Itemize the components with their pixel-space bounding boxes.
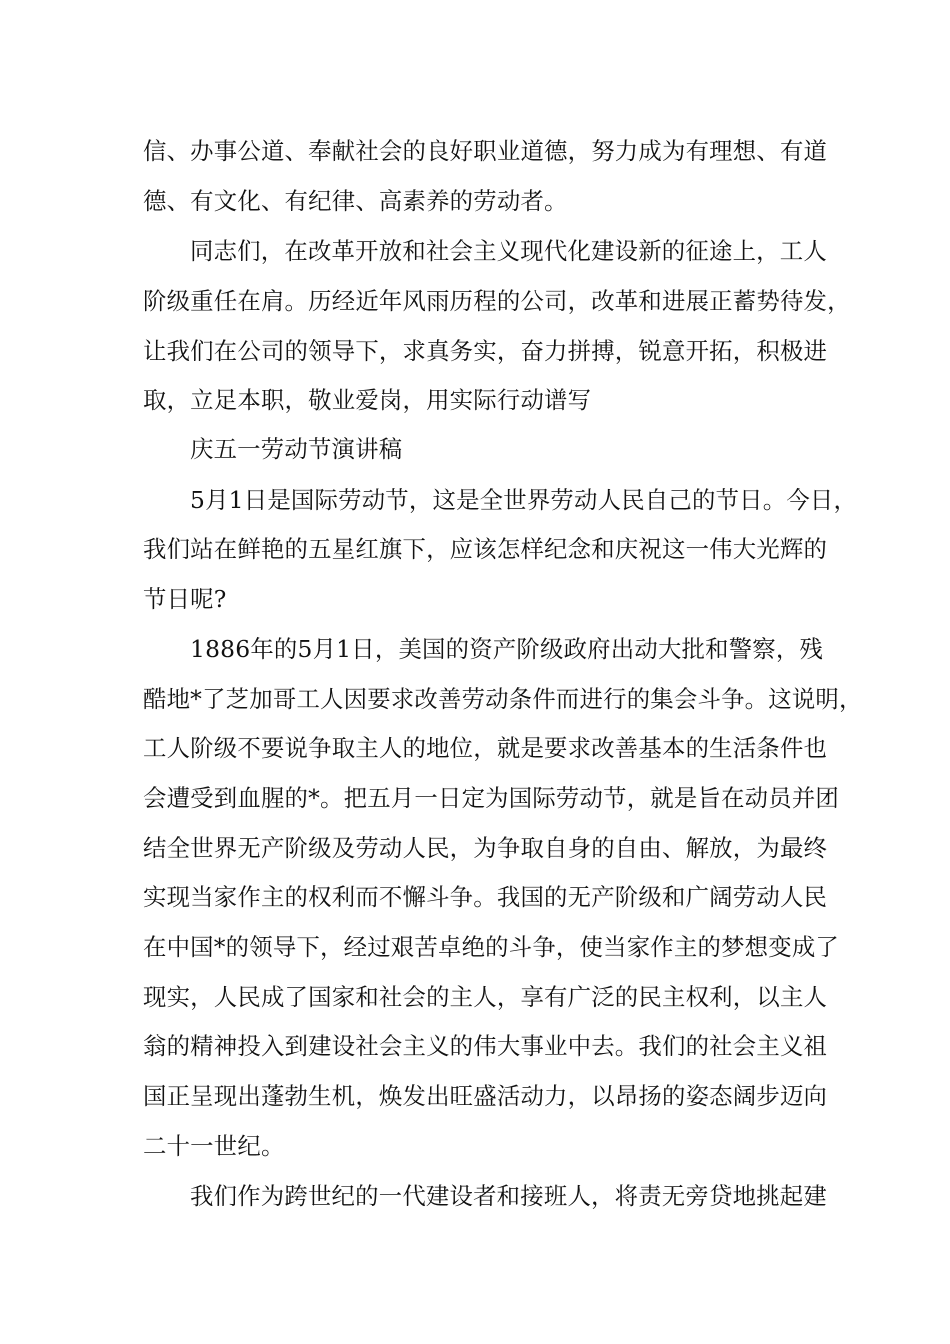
text-line: 结全世界无产阶级及劳动人民，为争取自身的自由、解放，为最终 — [143, 834, 828, 862]
text-line: 翁的精神投入到建设社会主义的伟大事业中去。我们的社会主义祖 — [143, 1032, 828, 1060]
text-line: 我们站在鲜艳的五星红旗下，应该怎样纪念和庆祝这一伟大光辉的 — [143, 535, 828, 563]
text-line: 酷地*了芝加哥工人因要求改善劳动条件而进行的集会斗争。这说明， — [143, 685, 863, 713]
paragraph-start-line: 同志们，在改革开放和社会主义现代化建设新的征途上，工人 — [190, 237, 827, 265]
text-line: 工人阶级不要说争取主人的地位，就是要求改善基本的生活条件也 — [143, 734, 828, 762]
text-line: 德、有文化、有纪律、高素养的劳动者。 — [143, 187, 568, 215]
text-line: 会遭受到血腥的*。把五月一日定为国际劳动节，就是旨在动员并团 — [143, 784, 840, 812]
text-line: 国正呈现出蓬勃生机，焕发出旺盛活动力，以昂扬的姿态阔步迈向 — [143, 1082, 828, 1110]
text-line: 现实，人民成了国家和社会的主人，享有广泛的民主权利，以主人 — [143, 983, 828, 1011]
text-line: 阶级重任在肩。历经近年风雨历程的公司，改革和进展正蓄势待发， — [143, 287, 851, 315]
text-line: 信、办事公道、奉献社会的良好职业道德，努力成为有理想、有道 — [143, 137, 828, 165]
text-line: 实现当家作主的权利而不懈斗争。我国的无产阶级和广阔劳动人民 — [143, 883, 828, 911]
section-heading: 庆五一劳动节演讲稿 — [190, 435, 403, 463]
paragraph-start-line: 5月1日是国际劳动节，这是全世界劳动人民自己的节日。今日， — [190, 486, 858, 514]
paragraph-start-line: 我们作为跨世纪的一代建设者和接班人，将责无旁贷地挑起建 — [190, 1182, 827, 1210]
paragraph-start-line: 1886年的5月1日，美国的资产阶级政府出动大批和警察，残 — [190, 635, 824, 663]
text-line: 让我们在公司的领导下，求真务实，奋力拼搏，锐意开拓，积极进 — [143, 337, 828, 365]
text-line: 节日呢? — [143, 585, 227, 613]
text-line: 在中国*的领导下，经过艰苦卓绝的斗争，使当家作主的梦想变成了 — [143, 933, 840, 961]
text-line: 二十一世纪。 — [143, 1132, 285, 1160]
text-line: 取，立足本职，敬业爱岗，用实际行动谱写 — [143, 386, 592, 414]
